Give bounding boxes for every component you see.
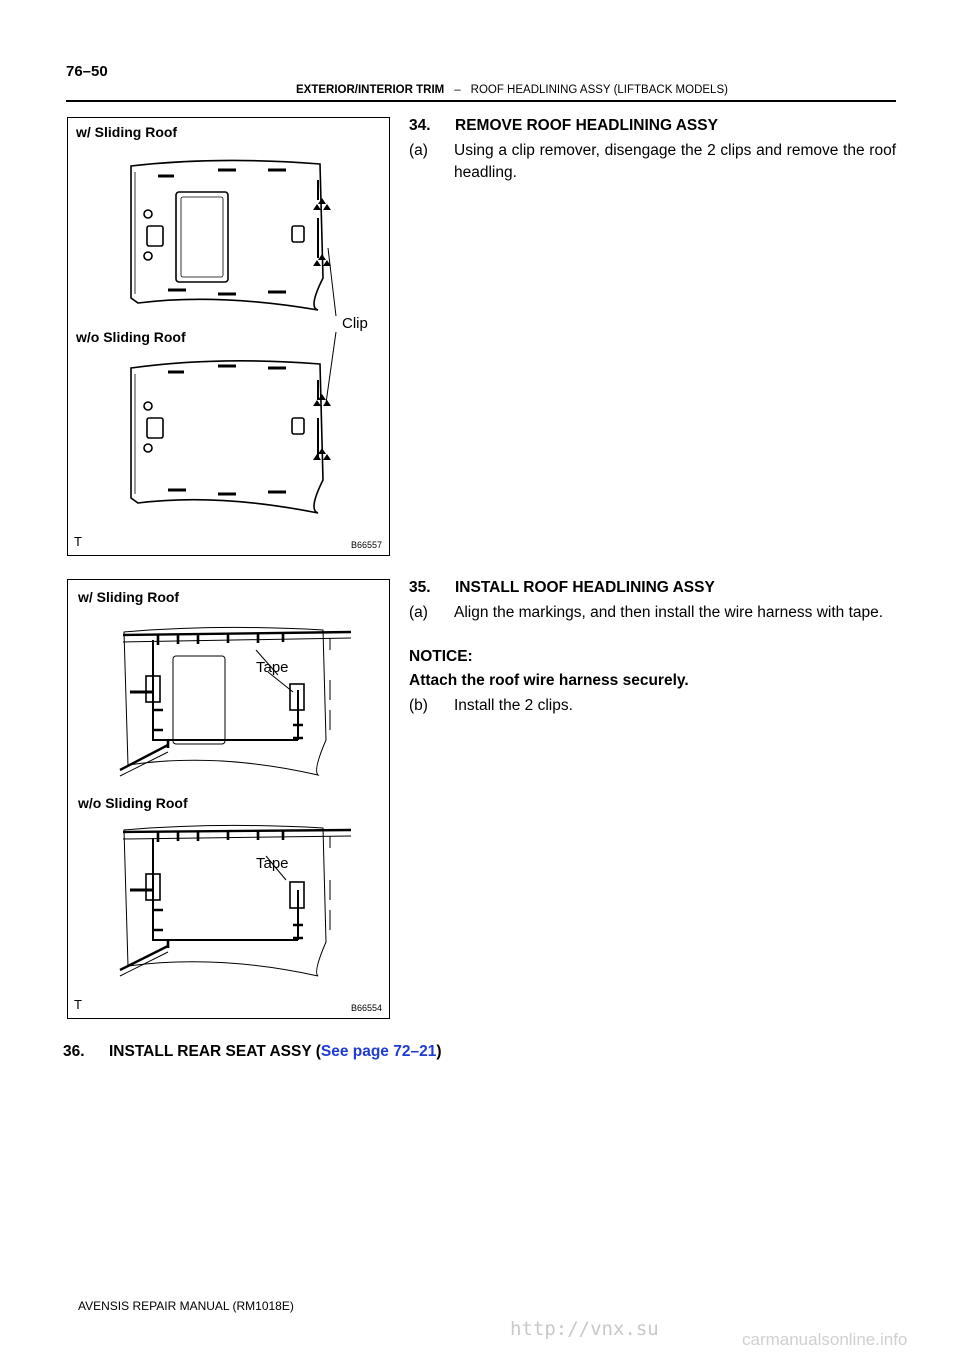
step-34-title: REMOVE ROOF HEADLINING ASSY	[455, 117, 718, 134]
step-34-a-text: Using a clip remover, disengage the 2 clips and remove the roof headling.	[454, 142, 896, 181]
step-35-heading	[409, 579, 715, 597]
step-34-a	[409, 140, 896, 184]
step-35-b-text: Install the 2 clips.	[454, 697, 573, 714]
figure1-label-without-sliding-roof: w/o Sliding Roof	[76, 329, 186, 345]
step-36-title: INSTALL REAR SEAT ASSY (	[109, 1043, 321, 1060]
figure1-label-with-sliding-roof: w/ Sliding Roof	[76, 124, 178, 140]
step-35-title: INSTALL ROOF HEADLINING ASSY	[455, 579, 715, 596]
header-section: EXTERIOR/INTERIOR TRIM	[296, 84, 445, 96]
figure2-corner-mark: T	[74, 997, 82, 1012]
watermark-site: carmanualsonline.info	[742, 1330, 908, 1349]
see-page-link[interactable]: See page 72–21	[320, 1043, 437, 1060]
page-number: 76–50	[66, 63, 108, 80]
header-rule	[66, 100, 896, 102]
step-36-heading	[63, 1043, 442, 1061]
figure2-label-without-sliding-roof: w/o Sliding Roof	[78, 795, 188, 811]
step-34-number: 34.	[409, 117, 431, 134]
figure-tape-diagram	[67, 579, 390, 1019]
watermark-url: http://vnx.su	[510, 1318, 659, 1340]
step-34-a-label: (a)	[409, 142, 428, 159]
headlining-clip-illustration	[68, 118, 389, 555]
step-35-a-text: Align the markings, and then install the wire harness with tape.	[454, 604, 884, 621]
step-36-number: 36.	[63, 1043, 85, 1060]
figure2-code: B66554	[351, 1003, 383, 1013]
step-35-a-label: (a)	[409, 604, 428, 621]
tape-callout-top: Tape	[256, 659, 289, 676]
clip-callout: Clip	[342, 315, 368, 332]
step-36-title-suffix: )	[436, 1043, 442, 1060]
tape-callout-bottom: Tape	[256, 855, 289, 872]
figure2-label-with-sliding-roof: w/ Sliding Roof	[78, 589, 180, 605]
figure1-code: B66557	[351, 540, 383, 550]
figure-clip-diagram	[67, 117, 390, 556]
header-separator: –	[454, 84, 461, 96]
running-header	[296, 84, 728, 96]
step-35-b	[409, 695, 896, 717]
notice-label: NOTICE:	[409, 648, 473, 665]
notice-text: Attach the roof wire harness securely.	[409, 672, 689, 689]
step-35-number: 35.	[409, 579, 431, 596]
headlining-tape-illustration	[68, 580, 389, 1018]
step-34-heading	[409, 117, 718, 135]
header-title: ROOF HEADLINING ASSY (LIFTBACK MODELS)	[470, 84, 728, 96]
footer-manual-name: AVENSIS REPAIR MANUAL (RM1018E)	[78, 1299, 294, 1313]
step-35-a	[409, 602, 896, 624]
step-35-b-label: (b)	[409, 697, 428, 714]
figure1-corner-mark: T	[74, 534, 82, 549]
